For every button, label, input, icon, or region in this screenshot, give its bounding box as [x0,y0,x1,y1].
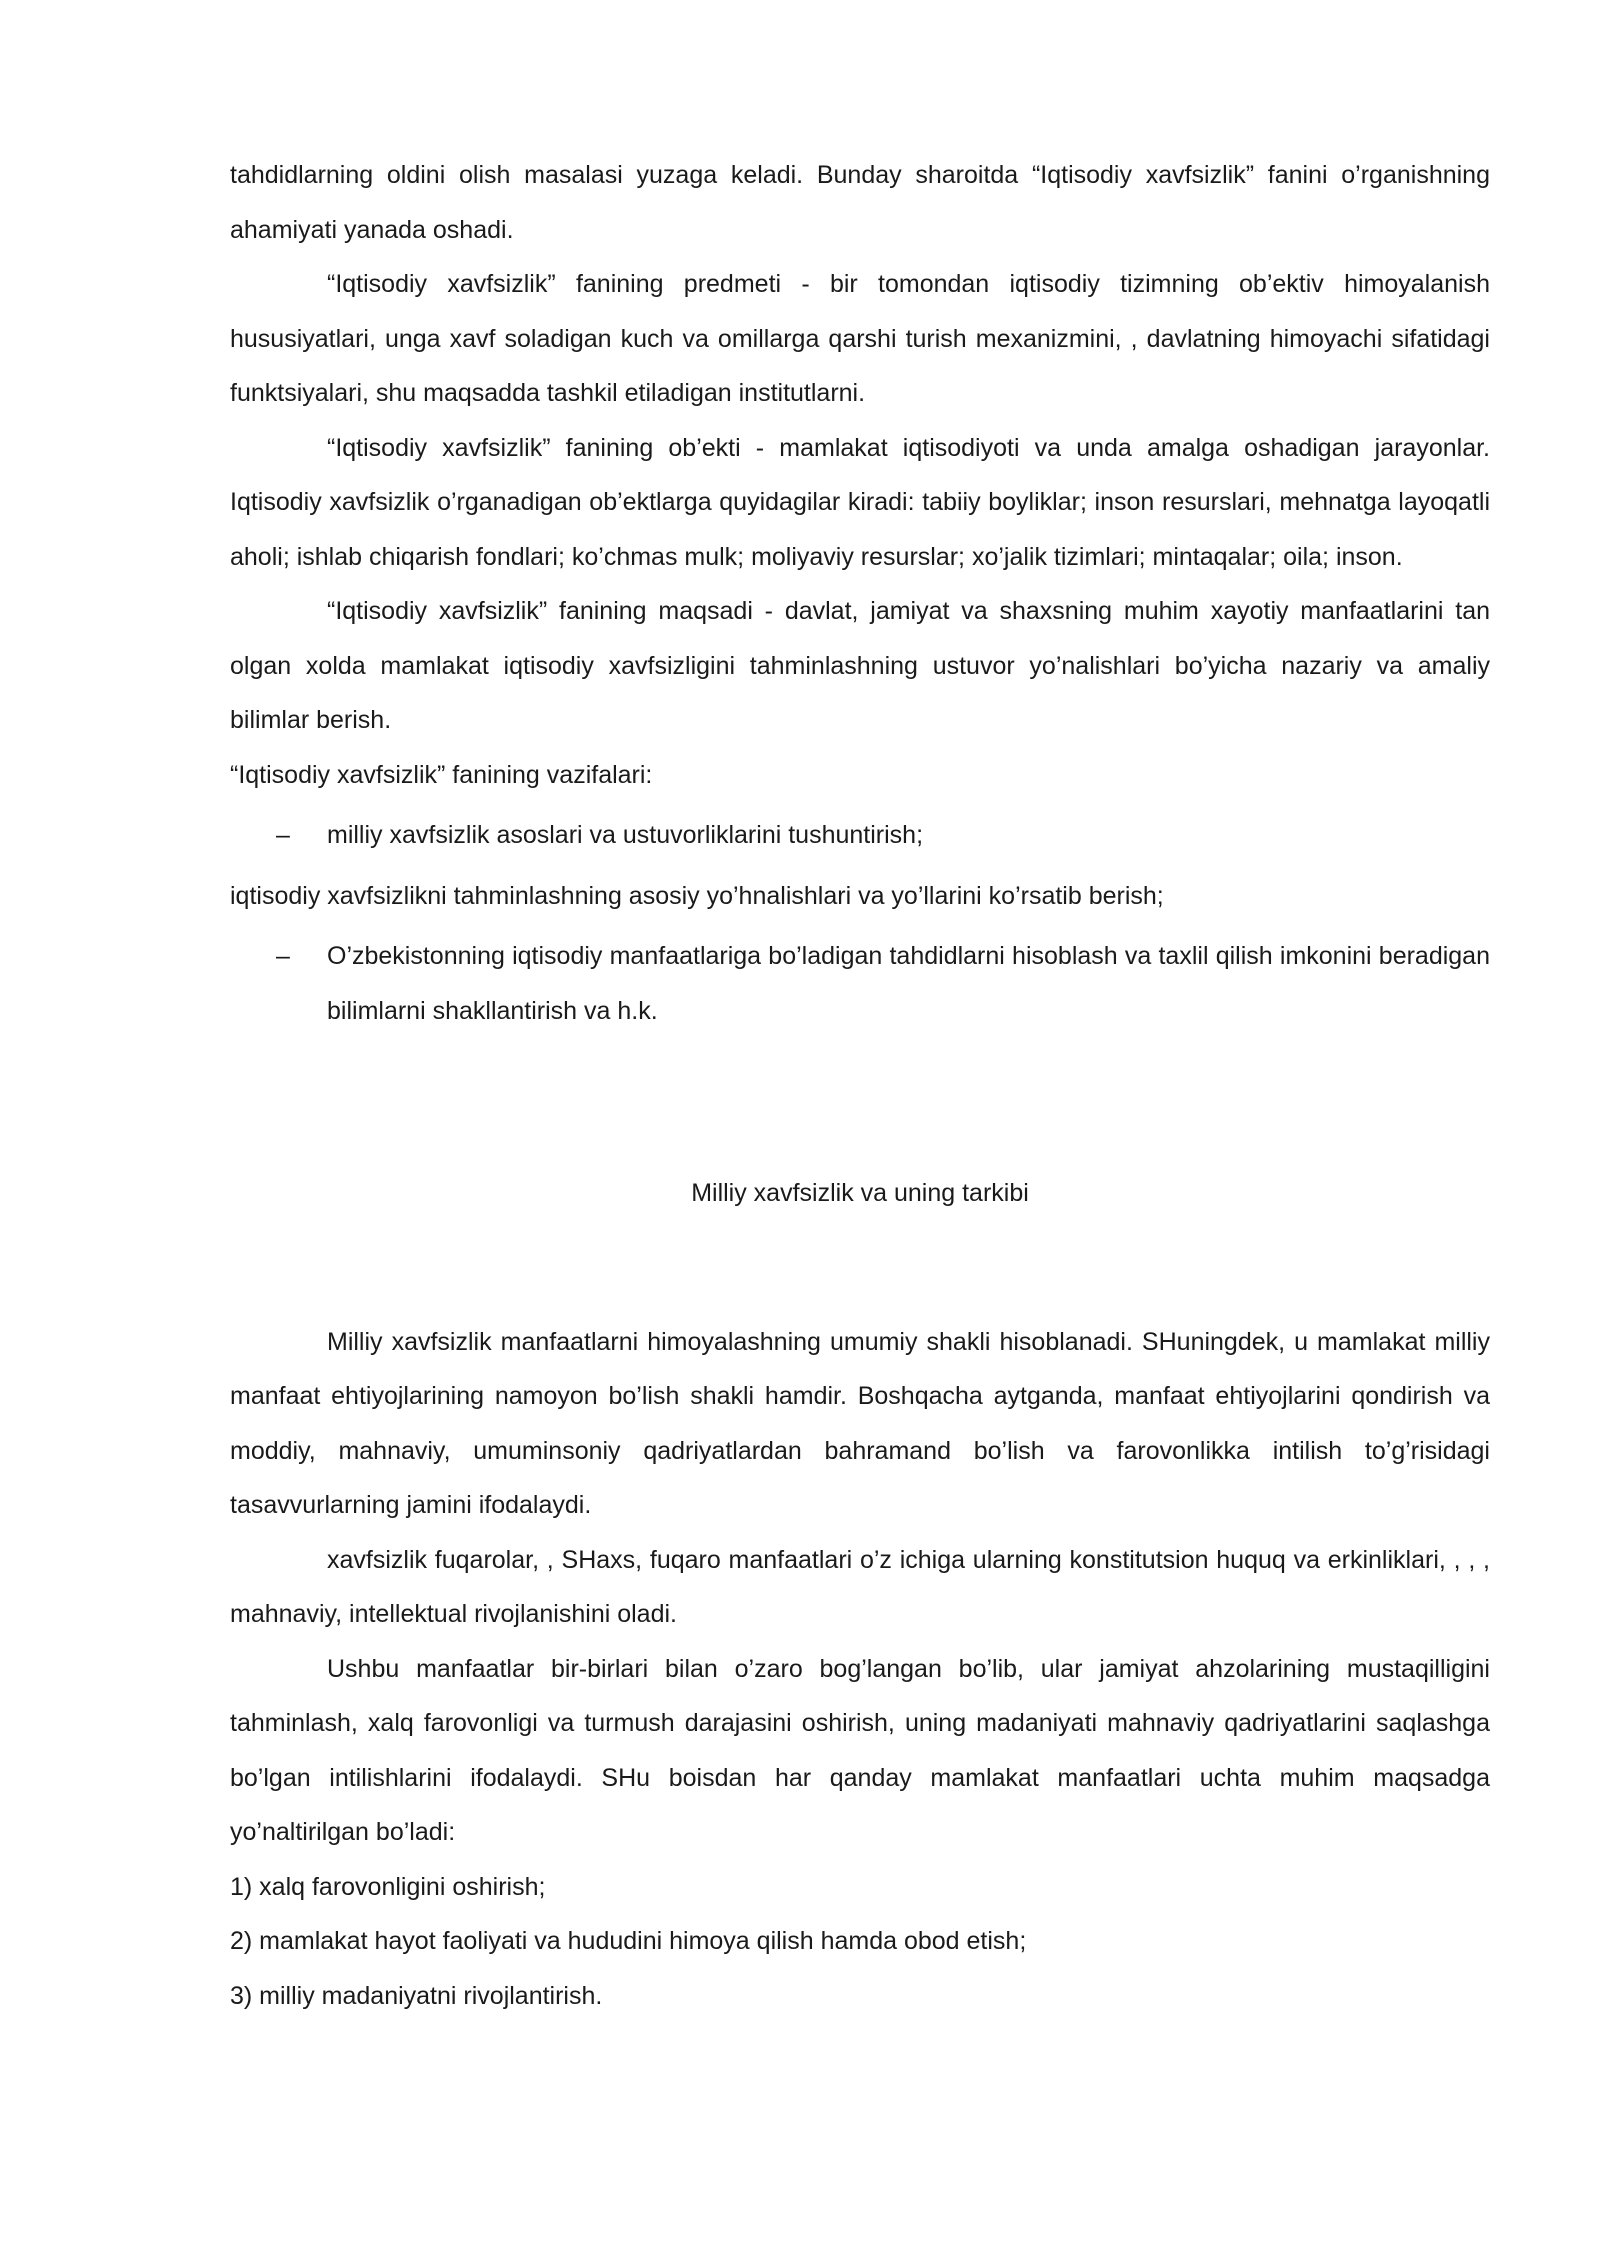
document-page [230,148,1490,2023]
list-item: 3) milliy madaniyatni rivojlantirish. [230,1981,603,2010]
paragraph-national-security: Milliy xavfsizlik manfaatlarni himoyalashning umumiy shakli hisoblanadi. SHuningdek, u mamlakat milliy manfaat ehtiyojlarining namoyon bo’lish shakli hamdir. Boshqacha aytganda, manfaat ehtiyojlarini qondirish va moddiy, mahnaviy, umuminsoniy qadriyatlardan bahramand bo’lish va farovonlikka intilish to’g’risidagi tasavvurlarning jamini ifodalaydi. [230,1327,1490,1519]
bullet-dash: – [276,942,290,970]
paragraph-interests: Ushbu manfaatlar bir-birlari bilan o’zaro bog’langan bo’lib, ular jamiyat ahzolarining mustaqilligini tahminlash, xalq farovonligi va turmush darajasini oshirish, uning madaniyati mahnaviy qadriyatlarini saqlashga bo’lgan intilishlarini ifodalaydi. SHu boisdan har qanday mamlakat manfaatlari uchta muhim maqsadga yo’naltirilgan bo’ladi: [230,1654,1490,1846]
bullet-text: milliy xavfsizlik asoslari va ustuvorliklarini tushuntirish; [327,821,924,849]
list-item: 1) xalq farovonligini oshirish; [230,1872,546,1901]
paragraph-object: “Iqtisodiy xavfsizlik” fanining ob’ekti - mamlakat iqtisodiyoti va unda amalga oshadigan jarayonlar. Iqtisodiy xavfsizlik o’rganadigan ob’ektlarga quyidagilar kiradi: tabiiy boyliklar; inson resurslari, mehnatga layoqatli aholi; ishlab chiqarish fondlari; ko’chmas mulk; moliyaviy resurslar; xo’jalik tizimlari; mintaqalar; oila; inson. [230,433,1490,571]
list-item: 2) mamlakat hayot faoliyati va hududini himoya qilish hamda obod etish; [230,1927,1027,1955]
section-heading: Milliy xavfsizlik va uning tarkibi [691,1179,1029,1207]
bullet-text: O’zbekistonning iqtisodiy manfaatlariga bo’ladigan tahdidlarni hisoblash va taxlil qilish imkonini beradigan bilimlarni shakllantirish va h.k. [327,942,1490,1025]
paragraph-task-line: iqtisodiy xavfsizlikni tahminlashning asosiy yo’hnalishlari va yo’llarini ko’rsatib berish; [230,881,1164,910]
paragraph-citizens: xavfsizlik fuqarolar, , SHaxs, fuqaro manfaatlari o’z ichiga ularning konstitutsion huquq va erkinliklari, , , , mahnaviy, intellektual rivojlanishini oladi. [230,1545,1490,1628]
paragraph-tasks-intro: “Iqtisodiy xavfsizlik” fanining vazifalari: [230,760,653,789]
paragraph-intro-continuation: tahdidlarning oldini olish masalasi yuzaga keladi. Bunday sharoitda “Iqtisodiy xavfsizlik” fanini o’rganishning ahamiyati yanada oshadi. [230,161,1490,244]
bullet-dash: – [276,821,290,849]
bullet-item [230,929,1490,1038]
paragraph-subject: “Iqtisodiy xavfsizlik” fanining predmeti - bir tomondan iqtisodiy tizimning ob’ektiv himoyalanish hususiyatlari, unga xavf soladigan kuch va omillarga qarshi turish mexanizmini, , davlatning himoyachi sifatidagi funktsiyalari, shu maqsadda tashkil etiladigan institutlarni. [230,270,1490,407]
paragraph-goal: “Iqtisodiy xavfsizlik” fanining maqsadi - davlat, jamiyat va shaxsning muhim xayotiy manfaatlarini tan olgan xolda mamlakat iqtisodiy xavfsizligini tahminlashning ustuvor yo’nalishlari bo’yicha nazariy va amaliy bilimlar berish. [230,597,1490,734]
bullet-item [230,808,1490,863]
